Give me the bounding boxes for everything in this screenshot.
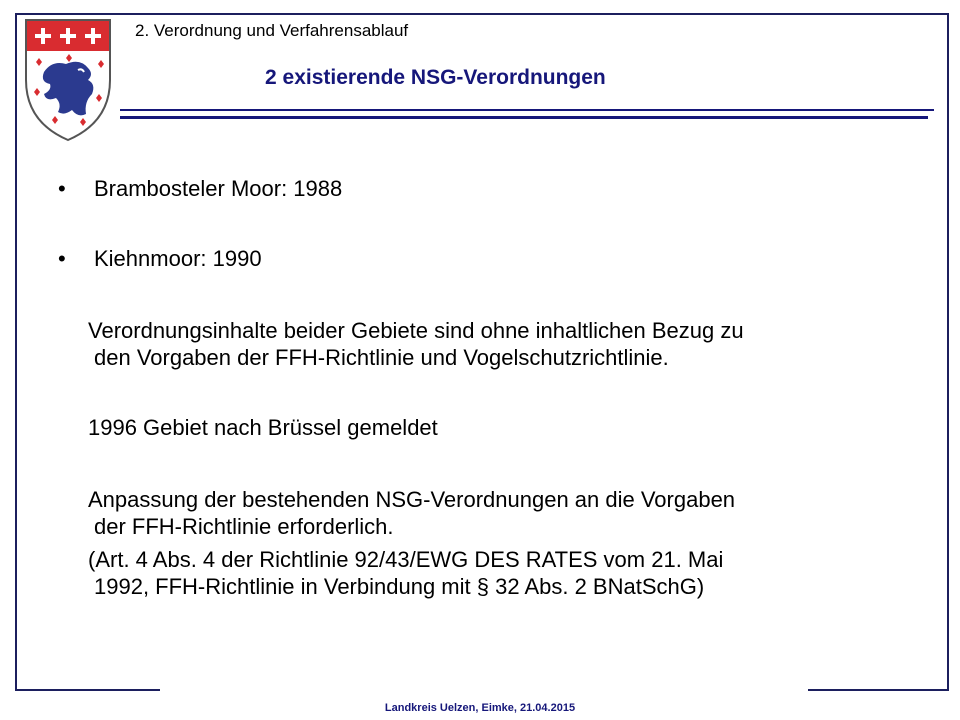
- paragraph-line: (Art. 4 Abs. 4 der Richtlinie 92/43/EWG DES RATES vom 21. Mai: [88, 547, 724, 572]
- paragraph: [88, 546, 723, 600]
- paragraph-line: Verordnungsinhalte beider Gebiete sind ohne inhaltlichen Bezug zu: [88, 318, 744, 343]
- paragraph-line: der FFH-Richtlinie erforderlich.: [94, 514, 394, 539]
- section-label: 2. Verordnung und Verfahrensablauf: [135, 21, 409, 40]
- coat-of-arms-icon: [22, 18, 114, 142]
- paragraph: [88, 317, 744, 371]
- bullet-icon: •: [58, 176, 66, 201]
- paragraph-line: 1996 Gebiet nach Brüssel gemeldet: [88, 415, 438, 440]
- footer: Landkreis Uelzen, Eimke, 21.04.2015: [384, 702, 576, 714]
- frame-gap: [160, 688, 808, 696]
- title-rule-thick: [120, 116, 928, 119]
- paragraph-line: 1992, FFH-Richtlinie in Verbindung mit § 32 Abs. 2 BNatSchG): [94, 574, 705, 599]
- paragraph: [88, 414, 438, 441]
- paragraph-line: Anpassung der bestehenden NSG-Verordnungen an die Vorgaben: [88, 487, 736, 512]
- bullet-text: Kiehnmoor: 1990: [94, 246, 262, 271]
- paragraph: [88, 486, 735, 540]
- paragraph-line: den Vorgaben der FFH-Richtlinie und Vogelschutzrichtlinie.: [94, 345, 669, 370]
- bullet-icon: •: [58, 246, 66, 271]
- bullet-text: Brambosteler Moor: 1988: [94, 176, 343, 201]
- page-title: 2 existierende NSG-Verordnungen: [265, 66, 606, 89]
- title-rule-thin: [120, 109, 934, 111]
